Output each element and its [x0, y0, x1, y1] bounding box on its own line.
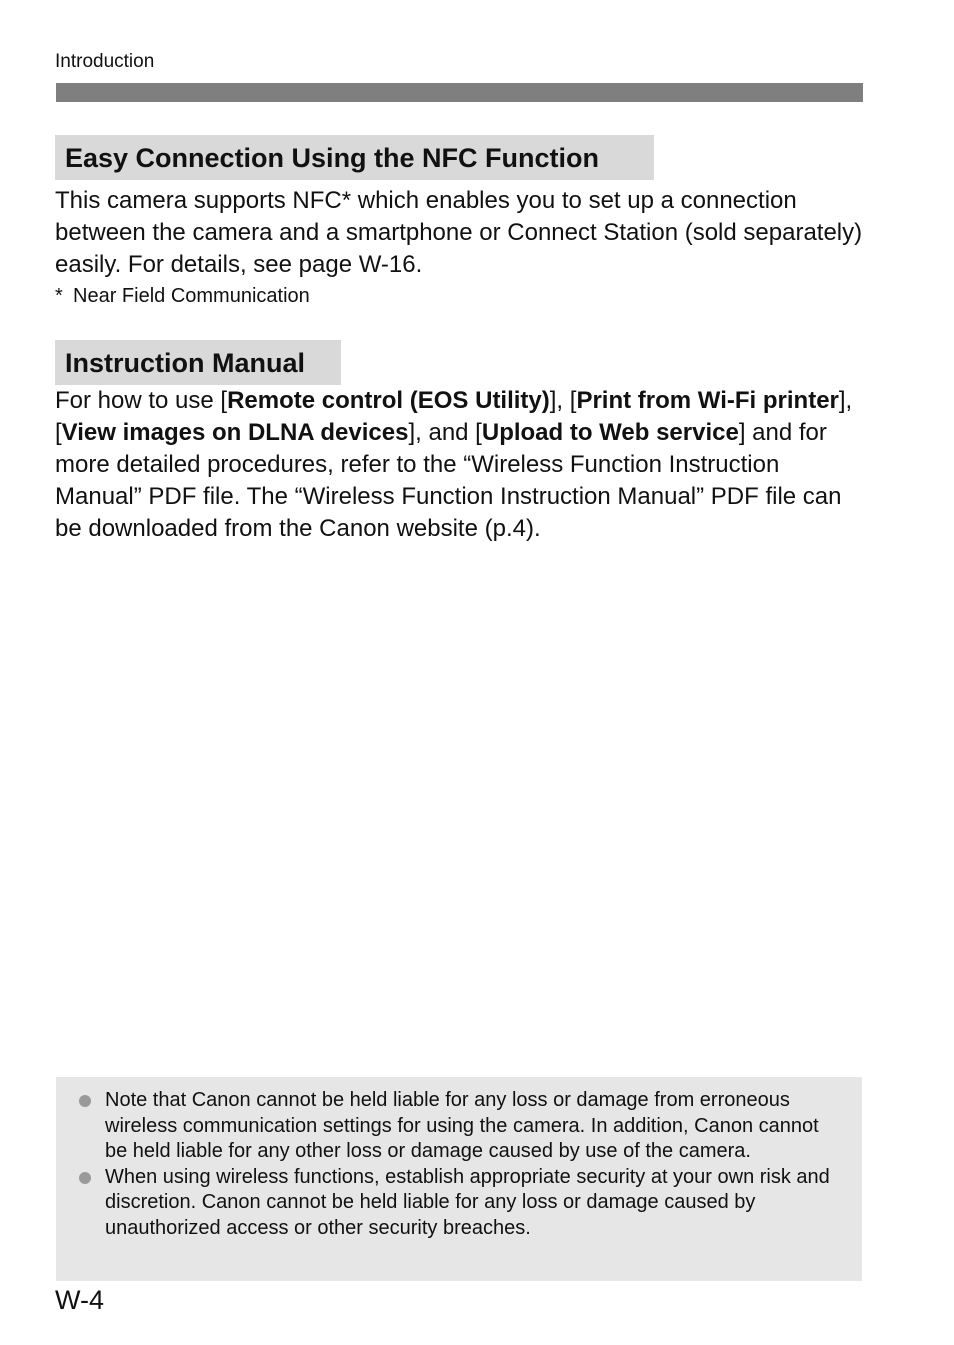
- manual-text-4: ], and [: [408, 419, 482, 446]
- menu-view-images-dlna: View images on DLNA devices: [61, 419, 409, 446]
- bullet-icon: [79, 1172, 91, 1184]
- section-heading-nfc-text: Easy Connection Using the NFC Function: [65, 142, 600, 173]
- caution-item: [56, 1088, 862, 1165]
- manual-text-3: ], [: [55, 387, 853, 446]
- section-heading-nfc: [55, 135, 654, 180]
- section-heading-instruction-manual-text: Instruction Manual: [65, 347, 306, 378]
- bullet-icon: [79, 1095, 91, 1107]
- manual-text-5: ] and for more detailed procedures, refer to the “Wireless Function Instruction Manual” PDF file. The “Wireless Function Instruction Manual” PDF file can be downloaded from the Canon website (p.4).: [55, 419, 842, 542]
- menu-print-from-wifi-printer: Print from Wi-Fi printer: [576, 387, 839, 414]
- instruction-manual-paragraph: [55, 385, 865, 545]
- running-head: Introduction: [55, 51, 155, 72]
- footnote-mark: *: [55, 285, 63, 307]
- page-number: W-4: [55, 1285, 105, 1315]
- caution-item: [56, 1165, 862, 1242]
- menu-upload-to-web-service: Upload to Web service: [481, 419, 739, 446]
- caution-text: When using wireless functions, establish appropriate security at your own risk and discretion. Canon cannot be held liable for any loss or damage caused by unauthorized access or other security breaches.: [105, 1165, 830, 1239]
- footnote-text: Near Field Communication: [73, 285, 310, 307]
- manual-text-1: For how to use [: [55, 387, 228, 414]
- caution-list: [56, 1088, 862, 1241]
- manual-text-2: ], [: [549, 387, 577, 414]
- nfc-paragraph: This camera supports NFC* which enables you to set up a connection between the camera and a smartphone or Connect Station (sold separately) easily. For details, see page W-16.: [55, 187, 863, 278]
- section-heading-instruction-manual: [55, 340, 341, 385]
- menu-remote-control: Remote control (EOS Utility): [227, 387, 550, 414]
- caution-text: Note that Canon cannot be held liable for any loss or damage from erroneous wireless communication settings for using the camera. In addition, Canon cannot be held liable for any other loss or damage caused by use of the camera.: [105, 1089, 819, 1162]
- footnote: [55, 284, 310, 308]
- header-rule: [56, 83, 863, 102]
- caution-box: [56, 1077, 862, 1281]
